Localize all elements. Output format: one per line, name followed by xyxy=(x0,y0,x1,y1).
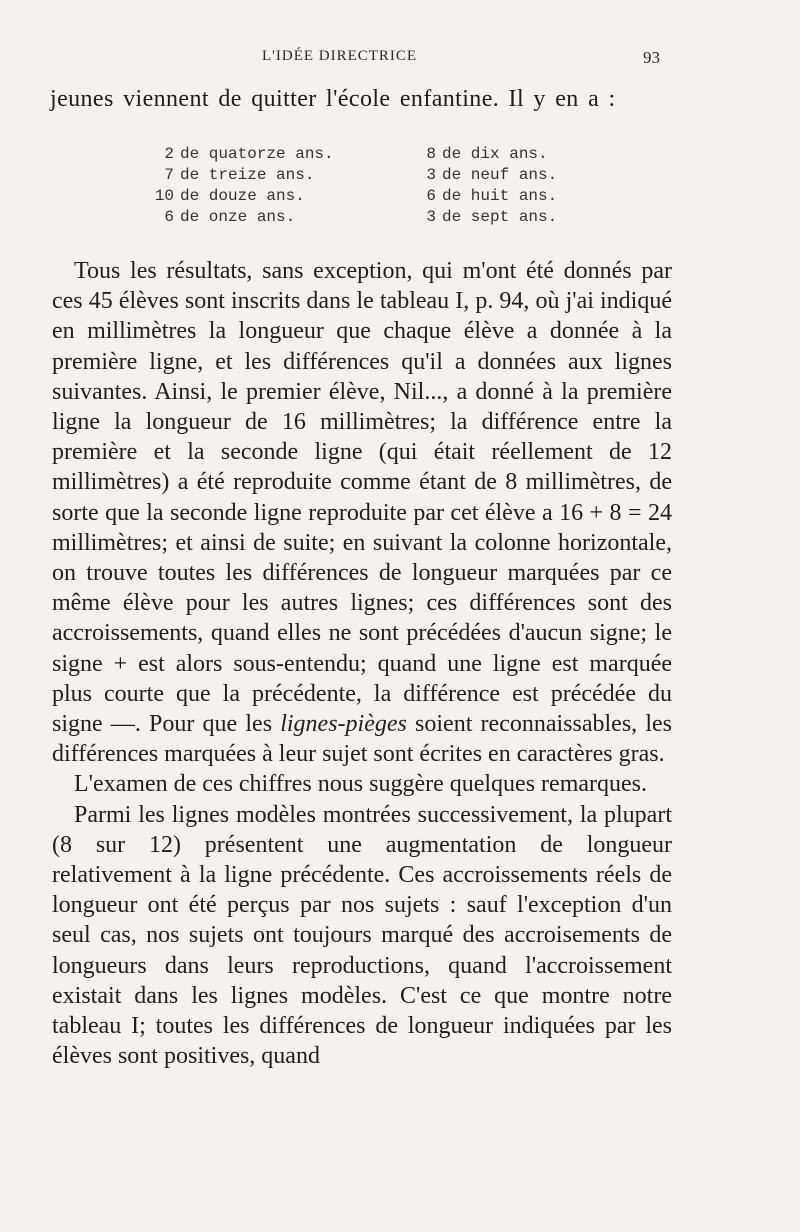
age-label: de treize ans. xyxy=(180,166,315,184)
age-item xyxy=(408,186,557,207)
paragraph-remarks: L'examen de ces chiffres nous suggère quelques remarques. xyxy=(74,771,647,798)
age-label: de neuf ans. xyxy=(442,166,558,184)
running-title: L'IDÉE DIRECTRICE xyxy=(262,48,418,64)
age-count: 6 xyxy=(164,208,174,226)
ages-list xyxy=(146,144,566,232)
age-count: 2 xyxy=(164,145,174,163)
age-count: 10 xyxy=(154,187,174,205)
age-label: de quatorze ans. xyxy=(180,145,334,163)
age-item xyxy=(146,207,334,228)
age-item xyxy=(408,144,557,165)
intro-line: jeunes viennent de quitter l'école enfantine. Il y en a : xyxy=(50,86,616,112)
age-count: 8 xyxy=(426,145,436,163)
body-text xyxy=(52,256,672,1071)
age-count: 6 xyxy=(426,187,436,205)
paragraph-text: soient reconnaissables, les différences marquées à leur sujet sont écrites en caractères gras. xyxy=(52,711,672,768)
paragraph-models: Parmi les lignes modèles montrées successivement, la plupart (8 sur 12) présentent une augmentation de longueur relativement à la ligne précédente. Ces accroissements réels de longueur ont été perçus par nos sujets : sauf l'exception d'un seul cas, nos sujets ont toujours marqué des accroisements de longueurs dans leurs reproductions, quand l'accroissement existait dans les lignes modèles. C'est ce que montre notre tableau I; toutes les différences de longueur indiquées par les élèves sont positives, quand xyxy=(52,801,672,1070)
paragraph-results xyxy=(52,256,672,769)
age-item xyxy=(408,165,557,186)
age-item xyxy=(146,144,334,165)
age-label: de dix ans. xyxy=(442,145,548,163)
age-label: de douze ans. xyxy=(180,187,305,205)
age-count: 3 xyxy=(426,208,436,226)
ages-column-right xyxy=(408,144,557,228)
age-label: de onze ans. xyxy=(180,208,296,226)
ages-column-left xyxy=(146,144,334,228)
age-item xyxy=(146,186,334,207)
italic-emphasis: lignes-pièges xyxy=(280,711,407,738)
age-count: 3 xyxy=(426,166,436,184)
age-item xyxy=(146,165,334,186)
age-label: de sept ans. xyxy=(442,208,558,226)
page-number: 93 xyxy=(643,48,660,67)
paragraph-text: Tous les résultats, sans exception, qui m'ont été donnés par ces 45 élèves sont inscrits dans le tableau I, p. 94, où j'ai indiqué en millimètres la longueur que chaque élève a donnée à la première ligne, et les différences qu'il a données aux lignes suivantes. Ainsi, le premier élève, Nil..., a donné à la première ligne la longueur de 16 millimètres; la différence entre la première et la seconde ligne (qui était réellement de 12 millimètres) a été reproduite comme étant de 8 millimètres, de sorte que la seconde ligne reproduite par cet élève a 16 + 8 = 24 millimètres; et ainsi de suite; en suivant la colonne horizontale, on trouve toutes les différences de longueur marquées par ce même élève pour les autres lignes; ces différences sont des accroissements, quand elles ne sont précédées d'aucun signe; le signe + est alors sous-entendu; quand une ligne est marquée plus courte que la précédente, la différence est précédée du signe —. Pour que les xyxy=(52,258,672,738)
age-item xyxy=(408,207,557,228)
age-count: 7 xyxy=(164,166,174,184)
age-label: de huit ans. xyxy=(442,187,558,205)
running-head xyxy=(0,48,800,72)
